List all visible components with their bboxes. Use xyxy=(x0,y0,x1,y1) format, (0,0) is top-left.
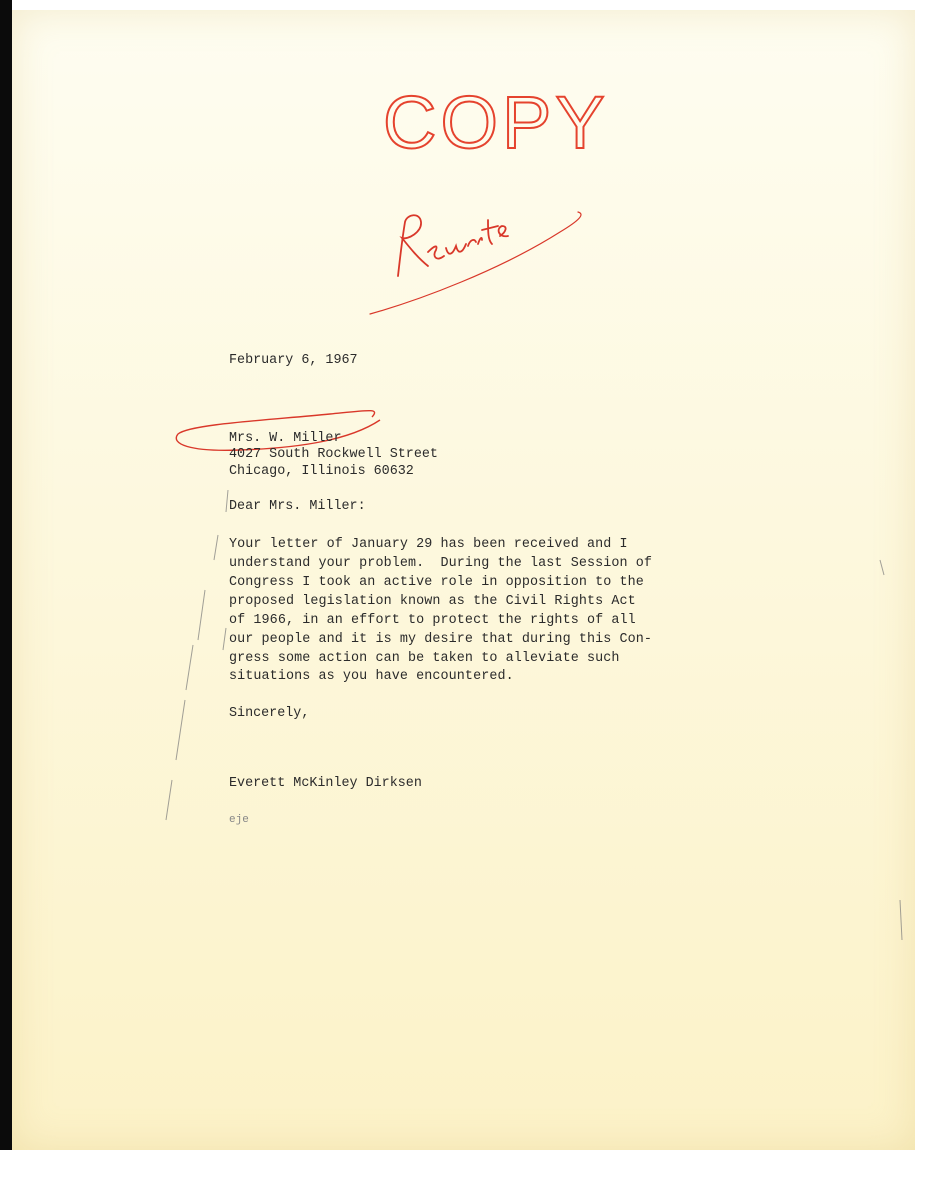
recipient-street: 4027 South Rockwell Street xyxy=(229,447,438,462)
typist-initials: eje xyxy=(229,814,249,826)
body-line: Congress I took an active role in opposition to the xyxy=(229,575,644,590)
letter-date: February 6, 1967 xyxy=(229,353,358,368)
body-line: situations as you have encountered. xyxy=(229,669,514,684)
recipient-city: Chicago, Illinois 60632 xyxy=(229,464,414,479)
body-line: our people and it is my desire that during this Con- xyxy=(229,632,653,647)
body-line: gress some action can be taken to alleviate such xyxy=(229,651,620,666)
salutation: Dear Mrs. Miller: xyxy=(229,499,366,514)
closing: Sincerely, xyxy=(229,706,310,721)
recipient-name: Mrs. W. Miller xyxy=(229,431,342,446)
body-line: Your letter of January 29 has been received and I xyxy=(229,537,628,552)
body-line: proposed legislation known as the Civil Rights Act xyxy=(229,594,636,609)
signature-name: Everett McKinley Dirksen xyxy=(229,776,422,791)
rewrite-handwriting xyxy=(370,212,581,314)
body-line: understand your problem. During the last Session of xyxy=(229,556,653,571)
body-line: of 1966, in an effort to protect the rights of all xyxy=(229,613,636,628)
copy-stamp: COPY xyxy=(383,81,609,164)
